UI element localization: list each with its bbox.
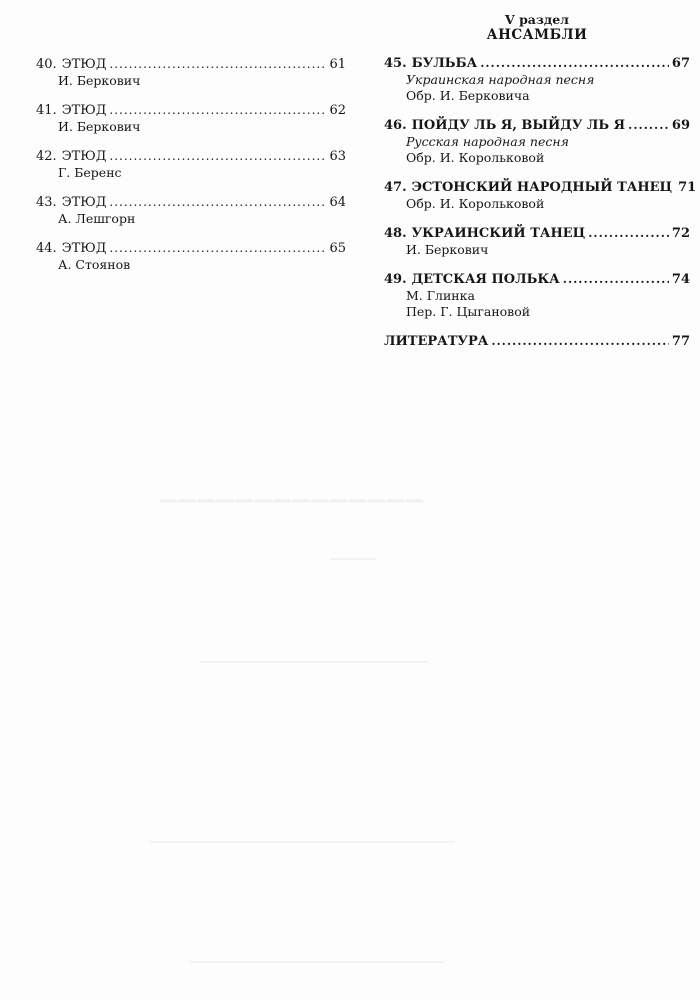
entry-title: ЛИТЕРАТУРА xyxy=(384,334,489,349)
entry-title: ЭТЮД xyxy=(61,241,107,256)
toc-entry-41[interactable] xyxy=(36,102,346,135)
bleed-through-text xyxy=(160,478,425,503)
entry-number: 47. xyxy=(384,180,407,195)
dot-leader xyxy=(628,117,669,133)
entry-subtitle: Русская народная песня xyxy=(406,134,569,149)
entry-page-number: 64 xyxy=(329,195,346,210)
toc-entry-44[interactable] xyxy=(36,240,346,273)
toc-entry-heading xyxy=(36,102,346,119)
section-heading xyxy=(384,12,690,43)
toc-entry-42[interactable] xyxy=(36,148,346,181)
bleed-through-text xyxy=(200,650,428,663)
toc-entry-heading xyxy=(384,271,690,288)
entry-page-number: 74 xyxy=(671,272,690,287)
entry-title: ЭСТОНСКИЙ НАРОДНЫЙ ТАНЕЦ xyxy=(411,180,673,195)
toc-entry-heading xyxy=(384,225,690,242)
toc-entry-heading xyxy=(36,194,346,211)
toc-entry-heading xyxy=(384,55,690,72)
toc-entry-heading xyxy=(36,56,346,73)
entry-number: 44. xyxy=(36,241,57,256)
entry-title: БУЛЬБА xyxy=(411,56,478,71)
entry-author: А. Стоянов xyxy=(58,257,131,272)
dot-leader xyxy=(109,194,326,210)
entry-title: ЭТЮД xyxy=(61,57,107,72)
dot-leader xyxy=(109,148,326,164)
section-label: V раздел xyxy=(505,12,569,27)
entry-title: ЭТЮД xyxy=(61,103,107,118)
dot-leader xyxy=(480,55,669,71)
entry-number: 40. xyxy=(36,57,57,72)
toc-entry-heading xyxy=(36,148,346,165)
bleed-through-text xyxy=(190,950,444,963)
entry-page-number: 77 xyxy=(671,334,690,349)
entry-number: 43. xyxy=(36,195,57,210)
entry-page-number: 69 xyxy=(671,118,690,133)
entry-author: Г. Беренс xyxy=(58,165,122,180)
toc-entry-heading xyxy=(384,117,690,134)
entry-arranger: Обр. И. Берковича xyxy=(406,88,530,103)
entry-arranger: Обр. И. Корольковой xyxy=(406,150,545,165)
toc-entry-48[interactable] xyxy=(384,225,690,258)
toc-entry-47[interactable] xyxy=(384,179,697,212)
toc-entry-49[interactable] xyxy=(384,271,690,320)
toc-entry-43[interactable] xyxy=(36,194,346,227)
entry-page-number: 61 xyxy=(329,57,346,72)
toc-entry-45[interactable] xyxy=(384,55,690,104)
entry-page-number: 71 xyxy=(678,180,697,195)
entry-author: И. Беркович xyxy=(406,242,489,257)
toc-left-column xyxy=(36,56,346,286)
section-title: АНСАМБЛИ xyxy=(486,27,588,43)
dot-leader xyxy=(588,225,669,241)
entry-number: 49. xyxy=(384,272,407,287)
entry-page-number: 63 xyxy=(329,149,346,164)
entry-subtitle: Украинская народная песня xyxy=(406,72,595,87)
entry-page-number: 65 xyxy=(329,241,346,256)
entry-arranger: Пер. Г. Цыгановой xyxy=(406,304,531,319)
entry-page-number: 62 xyxy=(329,103,346,118)
toc-entry-40[interactable] xyxy=(36,56,346,89)
entry-number: 42. xyxy=(36,149,57,164)
entry-author: А. Лешгорн xyxy=(58,211,136,226)
entry-number: 46. xyxy=(384,118,407,133)
entry-page-number: 72 xyxy=(671,226,690,241)
entry-title: ПОЙДУ ЛЬ Я, ВЫЙДУ ЛЬ Я xyxy=(411,118,626,133)
toc-entry-heading xyxy=(384,333,690,350)
entry-author: М. Глинка xyxy=(406,288,475,303)
toc-right-column xyxy=(384,12,697,363)
dot-leader xyxy=(109,56,326,72)
dot-leader xyxy=(109,240,326,256)
toc-entry-heading xyxy=(384,179,697,196)
toc-entry-heading xyxy=(36,240,346,257)
toc-entry-46[interactable] xyxy=(384,117,690,166)
dot-leader xyxy=(109,102,326,118)
dot-leader xyxy=(491,333,669,349)
entry-author: И. Беркович xyxy=(58,119,141,134)
entry-title: УКРАИНСКИЙ ТАНЕЦ xyxy=(411,226,586,241)
toc-entry-literature[interactable] xyxy=(384,333,690,350)
entry-number: 48. xyxy=(384,226,407,241)
entry-title: ДЕТСКАЯ ПОЛЬКА xyxy=(411,272,560,287)
dot-leader xyxy=(563,271,669,287)
entry-page-number: 67 xyxy=(671,56,690,71)
bleed-through-text xyxy=(330,546,376,560)
entry-title: ЭТЮД xyxy=(61,149,107,164)
entry-title: ЭТЮД xyxy=(61,195,107,210)
entry-number: 41. xyxy=(36,103,57,118)
entry-number: 45. xyxy=(384,56,407,71)
bleed-through-text xyxy=(150,830,455,843)
entry-author: И. Беркович xyxy=(58,73,141,88)
entry-arranger: Обр. И. Корольковой xyxy=(406,196,545,211)
